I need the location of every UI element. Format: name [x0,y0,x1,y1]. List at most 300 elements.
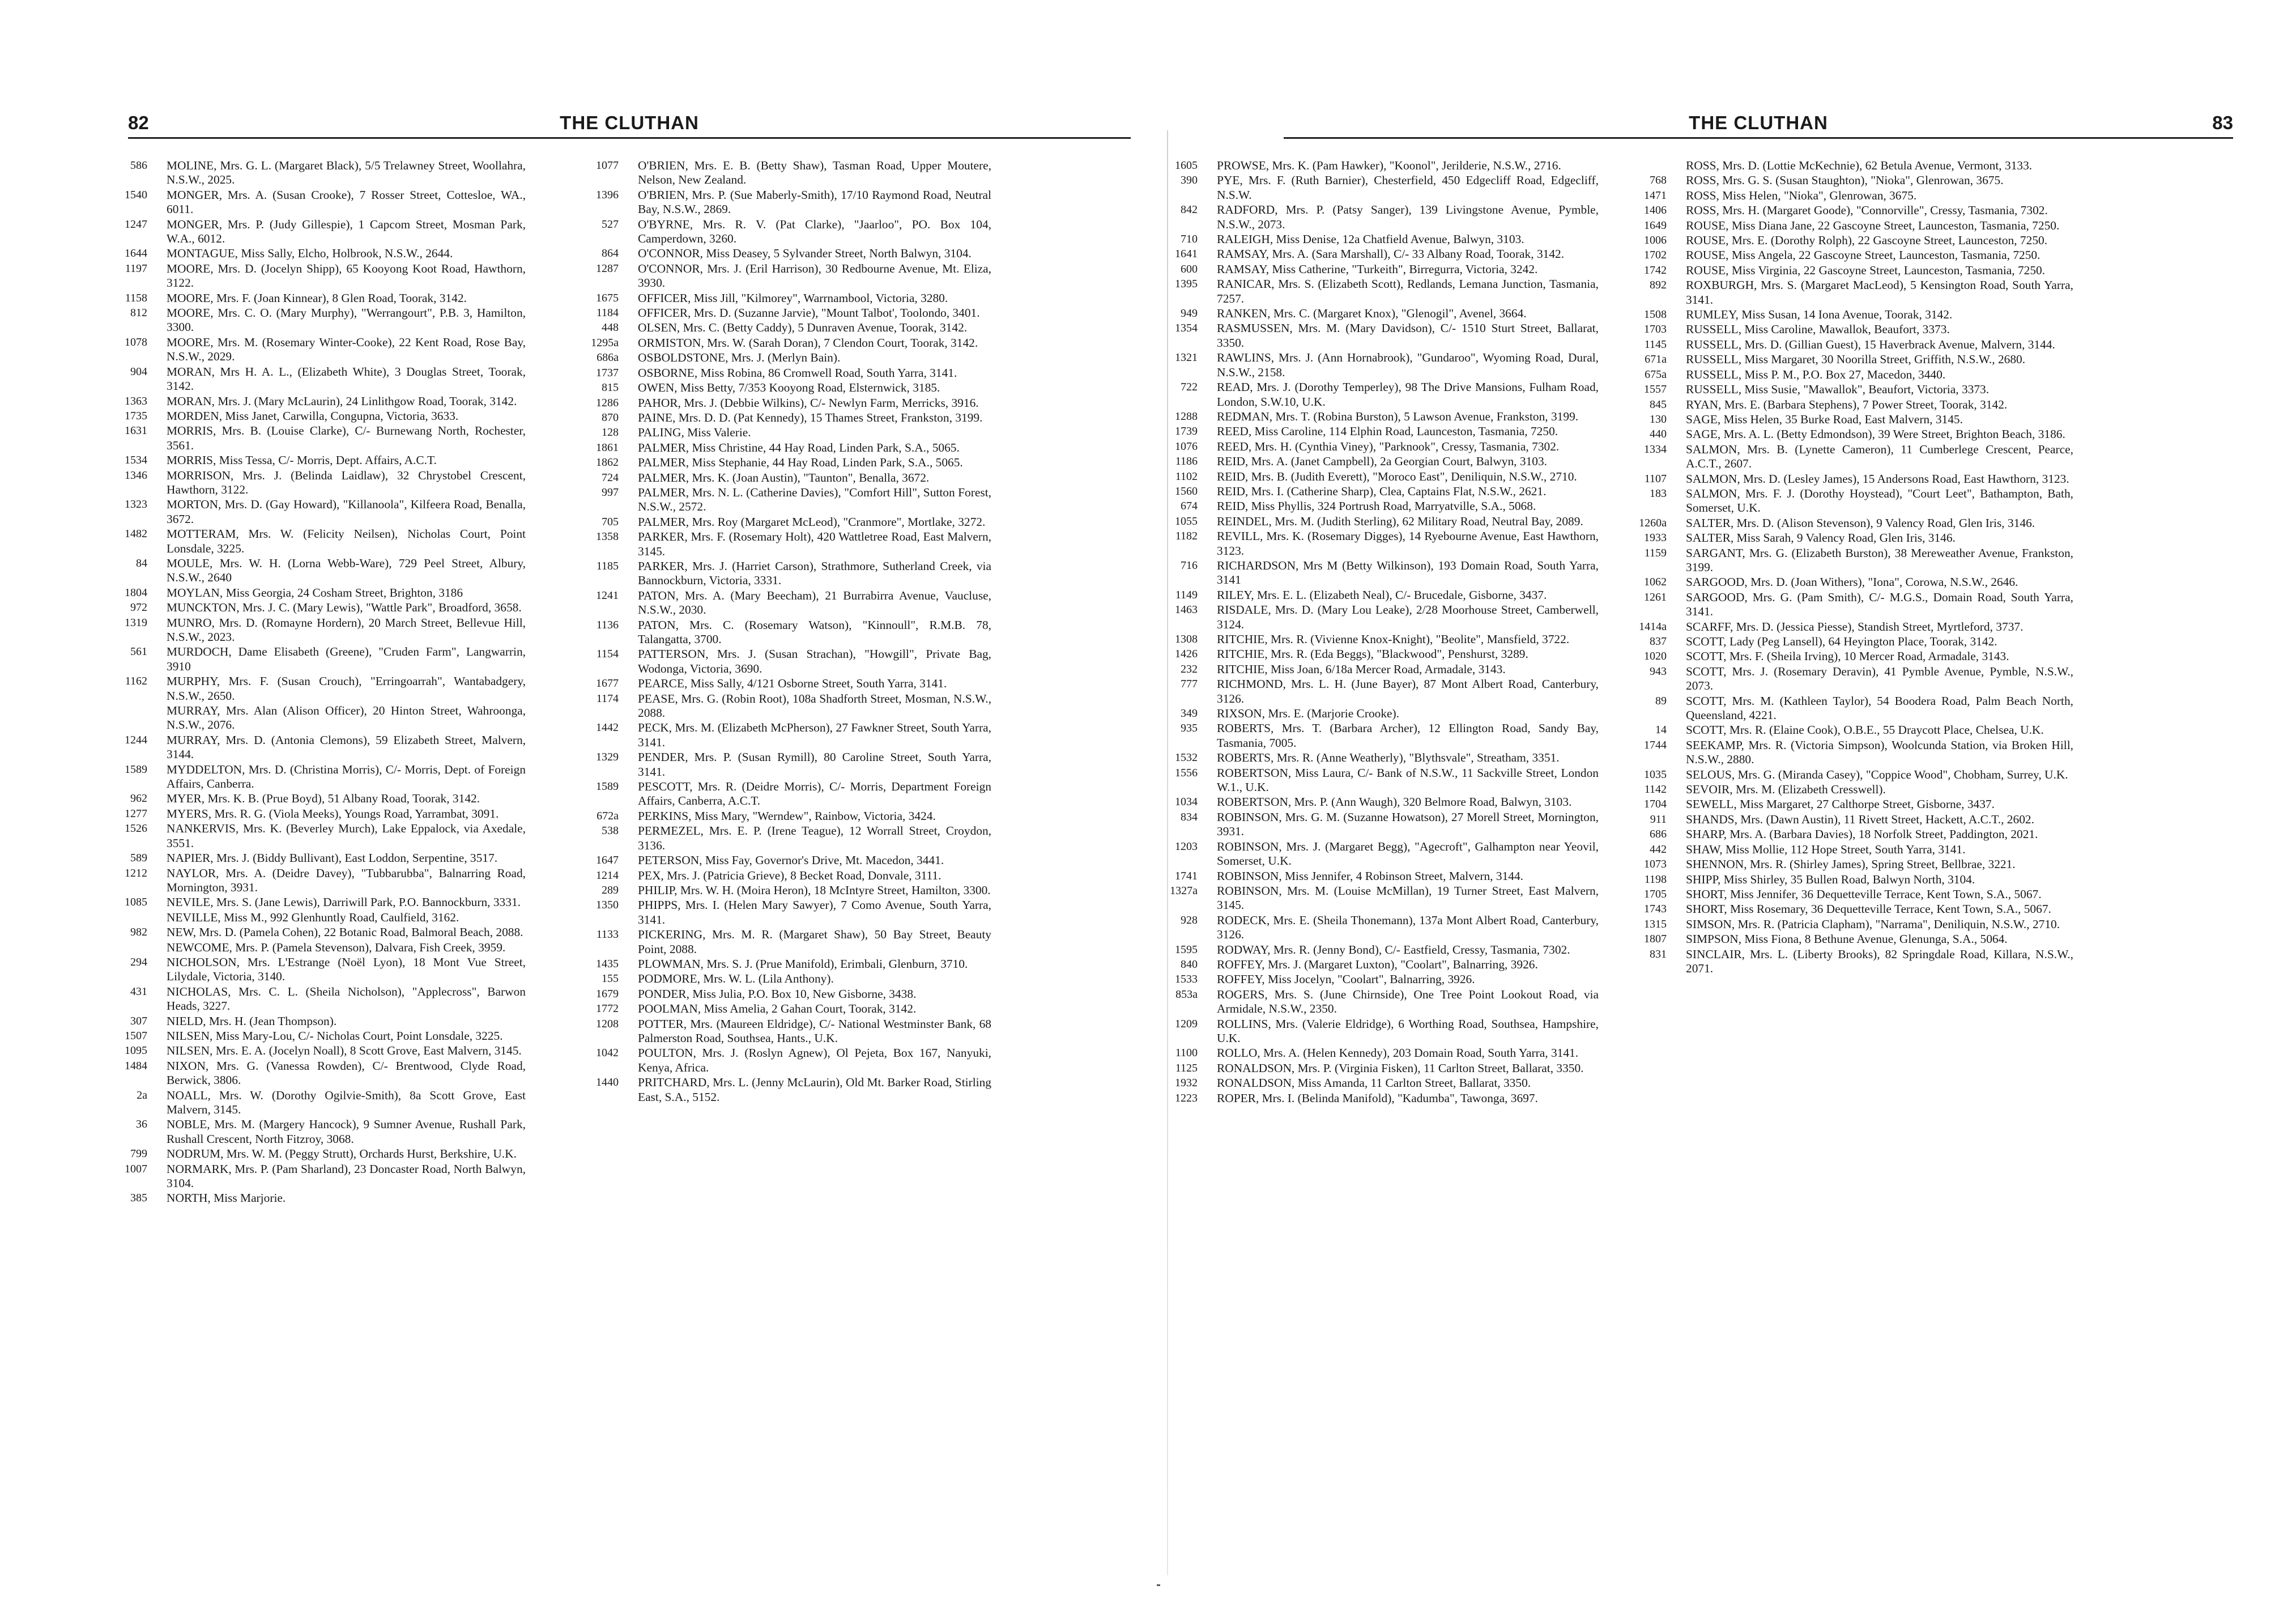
entry-number: 1182 [1175,530,1198,543]
entry-text: REID, Mrs. A. (Janet Campbell), 2a Georgian Court, Balwyn, 3103. [1217,454,1548,469]
directory-entry [1632,427,2073,441]
entry-number: 1395 [1175,278,1198,291]
entry-text: RANKEN, Mrs. C. (Margaret Knox), "Glenogil", Avenel, 3664. [1217,307,1527,321]
directory-entry [583,824,991,853]
directory-entry [583,957,991,971]
entry-text: SALMON, Mrs. D. (Lesley James), 15 Andersons Road, East Hawthorn, 3123. [1686,471,2069,486]
entry-number: 1354 [1175,322,1198,335]
entry-number: 1463 [1175,603,1198,617]
entry-number: 853a [1175,988,1198,1001]
directory-entry [112,1089,526,1117]
entry-text: SEEKAMP, Mrs. R. (Victoria Simpson), Woolcunda Station, via Broken Hill, N.S.W., 2880. [1686,738,2073,767]
directory-entry [1162,380,1599,409]
entry-text: SEWELL, Miss Margaret, 27 Calthorpe Street, Gisborne, 3437. [1686,797,1995,811]
directory-entry [583,928,991,956]
directory-entry [112,763,526,792]
entry-number: 1807 [1644,933,1667,946]
directory-entry [583,396,991,410]
entry-number: 1078 [125,335,147,348]
directory-entry [583,883,991,898]
directory-entry [1632,947,2073,976]
right-column-2 [1632,159,2073,976]
entry-number: 1295a [591,336,619,349]
entry-text: PERKINS, Miss Mary, "Werndew", Rainbow, Victoria, 3424. [638,809,936,823]
entry-text: SHORT, Miss Jennifer, 36 Dequetteville Terrace, Kent Town, S.A., 5067. [1686,887,2042,901]
directory-entry [112,218,526,246]
directory-entry [583,559,991,588]
entry-text: SHORT, Miss Rosemary, 36 Dequetteville Terrace, Kent Town, S.A., 5067. [1686,902,2051,916]
directory-entry [112,1147,526,1161]
entry-number: 589 [130,852,147,865]
directory-entry [112,1191,526,1205]
entry-text: PENDER, Mrs. P. (Susan Rymill), 80 Caroline Street, South Yarra, 3141. [638,750,991,779]
directory-entry [1162,559,1599,588]
entry-text: SALTER, Miss Sarah, 9 Valency Road, Glen Iris, 3146. [1686,531,1956,545]
directory-entry [583,515,991,529]
entry-text: REINDEL, Mrs. M. (Judith Sterling), 62 Military Road, Neutral Bay, 2089. [1217,514,1583,528]
entry-text: PONDER, Miss Julia, P.O. Box 10, New Gisborne, 3438. [638,987,917,1001]
entry-number: 705 [602,515,619,528]
directory-entry [112,409,526,423]
entry-text: PAHOR, Mrs. J. (Debbie Wilkins), C/- Newlyn Farm, Merricks, 3916. [638,396,979,410]
entry-text: ROBINSON, Mrs. J. (Margaret Begg), "Agecroft", Galhampton near Yeovil, Somerset, U.K. [1217,839,1599,868]
right-page-header [1284,103,2233,139]
entry-text: RUMLEY, Miss Susan, 14 Iona Avenue, Toorak, 3142. [1686,308,1953,322]
entry-number: 1647 [596,854,619,867]
entry-text: REVILL, Mrs. K. (Rosemary Digges), 14 Ryebourne Avenue, East Hawthorn, 3123. [1217,529,1599,558]
entry-text: MURPHY, Mrs. F. (Susan Crouch), "Erringoarrah", Wantabadgery, N.S.W., 2650. [167,674,526,703]
entry-number: 1100 [1175,1047,1198,1060]
entry-number: 1319 [125,616,147,629]
entry-text: PRITCHARD, Mrs. L. (Jenny McLaurin), Old Mt. Barker Road, Stirling East, S.A., 5152. [638,1075,991,1104]
entry-number: 561 [130,645,147,658]
entry-number: 1125 [1175,1061,1198,1074]
entry-number: 928 [1181,913,1198,926]
entry-number: 834 [1181,810,1198,823]
entry-number: 1286 [596,396,619,409]
entry-number: 1772 [596,1002,619,1015]
entry-text: SALMON, Mrs. B. (Lynette Cameron), 11 Cumberlege Crescent, Pearce, A.C.T., 2607. [1686,442,2073,471]
entry-text: PODMORE, Mrs. W. L. (Lila Anthony). [638,972,834,986]
right-column-1 [1162,159,1599,1106]
directory-entry [583,780,991,809]
entry-text: NORTH, Miss Marjorie. [167,1191,286,1205]
entry-text: PICKERING, Mrs. M. R. (Margaret Shaw), 50 Bay Street, Beauty Point, 2088. [638,928,991,956]
directory-entry [112,556,526,585]
entry-text: PEX, Mrs. J. (Patricia Grieve), 8 Becket Road, Donvale, 3111. [638,868,942,882]
directory-entry [112,159,526,188]
directory-entry [583,351,991,365]
directory-entry [1632,338,2073,352]
entry-number: 1212 [125,866,147,879]
entry-text: PHILIP, Mrs. W. H. (Moira Heron), 18 McIntyre Street, Hamilton, 3300. [638,883,991,897]
directory-entry [1162,972,1599,987]
entry-number [112,704,167,733]
entry-number: 1208 [596,1017,619,1030]
directory-entry [583,486,991,515]
entry-number: 962 [130,792,147,805]
entry-number: 155 [602,972,619,985]
entry-text: MUNCKTON, Mrs. J. C. (Mary Lewis), "Wattle Park", Broadford, 3658. [167,601,522,615]
directory-entry [583,471,991,485]
entry-text: RAMSAY, Mrs. A. (Sara Marshall), C/- 33 Albany Road, Toorak, 3142. [1217,247,1565,261]
entry-number: 1133 [596,928,619,941]
entry-number: 1214 [596,869,619,882]
entry-number: 1704 [1644,798,1667,811]
entry-text: RUSSELL, Miss Margaret, 30 Noorilla Street, Griffith, N.S.W., 2680. [1686,352,2026,367]
entry-number: 1743 [1644,903,1667,916]
entry-text: RADFORD, Mrs. P. (Patsy Sanger), 139 Livingstone Avenue, Pymble, N.S.W., 2073. [1217,203,1599,231]
directory-entry [583,647,991,676]
entry-text: OWEN, Miss Betty, 7/353 Kooyong Road, Elsternwick, 3185. [638,381,940,395]
entry-number: 1526 [125,822,147,835]
entry-text: MORRIS, Mrs. B. (Louise Clarke), C/- Burnewang North, Rochester, 3561. [167,424,526,452]
left-column-2 [583,159,991,1105]
directory-entry [583,869,991,883]
entry-text: REDMAN, Mrs. T. (Robina Burston), 5 Lawson Avenue, Frankston, 3199. [1217,409,1579,423]
entry-number: 892 [1650,279,1667,292]
entry-text: REID, Mrs. I. (Catherine Sharp), Clea, Captains Flat, N.S.W., 2621. [1217,484,1547,498]
right-page-number: 83 [2212,112,2233,133]
entry-number: 1705 [1644,887,1667,900]
entry-text: NOALL, Mrs. W. (Dorothy Ogilvie-Smith), 8a Scott Grove, East Malvern, 3145. [167,1088,526,1116]
directory-entry [1632,368,2073,382]
directory-entry [1162,662,1599,677]
directory-entry [112,306,526,335]
entry-number: 864 [602,247,619,260]
entry-number: 1744 [1644,738,1667,751]
entry-text: SALTER, Mrs. D. (Alison Stevenson), 9 Valency Road, Glen Iris, 3146. [1686,516,2035,530]
entry-number: 1244 [125,733,147,746]
directory-entry [1632,694,2073,723]
entry-text: MOORE, Mrs. F. (Joan Kinnear), 8 Glen Road, Toorak, 3142. [167,291,467,305]
directory-entry [112,925,526,939]
directory-entry [1632,308,2073,322]
entry-number: 1102 [1175,470,1198,483]
entry-text: OSBOLDSTONE, Mrs. J. (Merlyn Bain). [638,351,841,365]
entry-text: OLSEN, Mrs. C. (Betty Caddy), 5 Dunraven Avenue, Toorak, 3142. [638,321,968,335]
directory-entry [1162,424,1599,439]
directory-entry [112,291,526,305]
entry-text: SAGE, Mrs. A. L. (Betty Edmondson), 39 Were Street, Brighton Beach, 3186. [1686,427,2065,441]
entry-text: MORAN, Mrs H. A. L., (Elizabeth White), 3 Douglas Street, Toorak, 3142. [167,364,526,393]
directory-entry [1162,810,1599,839]
directory-entry [1162,529,1599,558]
directory-entry [1632,917,2073,932]
directory-entry [583,589,991,618]
directory-entry [583,381,991,395]
directory-entry [1632,723,2073,737]
entry-text: SEVOIR, Mrs. M. (Elizabeth Cresswell). [1686,783,1886,797]
entry-text: SALMON, Mrs. F. J. (Dorothy Hoystead), "Court Leet", Bathampton, Bath, Somerset, U.K. [1686,486,2073,515]
entry-number: 1162 [125,675,147,688]
directory-entry [1162,203,1599,232]
entry-text: RUSSELL, Mrs. D. (Gillian Guest), 15 Haverbrack Avenue, Malvern, 3144. [1686,337,2055,351]
directory-entry [1632,443,2073,471]
entry-number: 722 [1181,381,1198,394]
directory-entry [112,616,526,645]
entry-text: RUSSELL, Miss P. M., P.O. Box 27, Macedon, 3440. [1686,367,1946,381]
entry-text: PETERSON, Miss Fay, Governor's Drive, Mt. Macedon, 3441. [638,853,944,868]
entry-number: 1174 [596,692,619,705]
directory-entry [1632,189,2073,203]
entry-text: SCOTT, Mrs. F. (Sheila Irving), 10 Mercer Road, Armadale, 3143. [1686,649,2009,664]
entry-number: 1435 [596,957,619,970]
entry-text: ROSS, Miss Helen, "Nioka", Glenrowan, 3675. [1686,188,1917,202]
entry-number: 1241 [596,589,619,602]
entry-text: SHIPP, Miss Shirley, 35 Bullen Road, Balwyn North, 3104. [1686,872,1975,886]
entry-number: 1203 [1175,840,1198,853]
entry-text: ROGERS, Mrs. S. (June Chirnside), One Tree Point Lookout Road, via Armidale, N.S.W., 2350. [1217,987,1599,1016]
entry-number: 1406 [1644,204,1667,217]
entry-number: 1142 [1644,783,1667,796]
entry-number: 1742 [1644,263,1667,277]
entry-number: 1484 [125,1059,147,1072]
entry-text: NIELD, Mrs. H. (Jean Thompson). [167,1014,337,1028]
entry-number: 1006 [1644,234,1667,247]
directory-entry [1162,647,1599,661]
directory-entry [1632,887,2073,902]
entry-number: 349 [1181,707,1198,720]
entry-text: RYAN, Mrs. E. (Barbara Stephens), 7 Power Street, Toorak, 3142. [1686,397,2008,411]
directory-entry [583,618,991,647]
left-page-header [128,103,1131,139]
directory-entry [112,645,526,674]
entry-text: NEW, Mrs. D. (Pamela Cohen), 22 Botanic Road, Balmoral Beach, 2088. [167,925,523,939]
footer-mark [1157,1584,1160,1586]
directory-entry [1632,665,2073,694]
entry-number: 1034 [1175,796,1198,809]
left-page-title: THE CLUTHAN [560,112,699,133]
entry-number: 842 [1181,203,1198,216]
entry-text: PEASE, Mrs. G. (Robin Root), 108a Shadforth Street, Mosman, N.S.W., 2088. [638,691,991,720]
entry-text: MUNRO, Mrs. D. (Romayne Hordern), 20 March Street, Bellevue Hill, N.S.W., 2023. [167,615,526,644]
entry-text: POULTON, Mrs. J. (Roslyn Agnew), Ol Pejeta, Box 167, Nanyuki, Kenya, Africa. [638,1046,991,1074]
entry-text: REED, Miss Caroline, 114 Elphin Road, Launceston, Tasmania, 7250. [1217,424,1558,439]
entry-number: 538 [602,824,619,837]
entry-number: 1508 [1644,308,1667,321]
directory-entry [112,674,526,703]
directory-entry [112,262,526,291]
directory-entry [1162,1046,1599,1060]
directory-entry [1632,783,2073,797]
entry-text: ROFFEY, Miss Jocelyn, "Coolart", Balnarring, 3926. [1217,972,1475,987]
right-page-title: THE CLUTHAN [1689,112,1828,133]
entry-text: RODECK, Mrs. E. (Sheila Thonemann), 137a Mont Albert Road, Canterbury, 3126. [1217,913,1599,942]
directory-entry [112,188,526,217]
entry-number: 440 [1650,428,1667,441]
entry-text: NILSEN, Mrs. E. A. (Jocelyn Noall), 8 Scott Grove, East Malvern, 3145. [167,1044,522,1058]
entry-text: MOORE, Mrs. C. O. (Mary Murphy), "Werrangourt", P.B. 3, Hamilton, 3300. [167,306,526,334]
directory-entry [1162,321,1599,350]
directory-entry [1632,620,2073,634]
directory-entry [1632,902,2073,916]
directory-entry [1162,173,1599,202]
directory-entry [1632,531,2073,545]
entry-number: 183 [1650,487,1667,500]
directory-entry [1632,219,2073,233]
entry-text: RASMUSSEN, Mrs. M. (Mary Davidson), C/- 1510 Sturt Street, Ballarat, 3350. [1217,321,1599,350]
directory-entry [112,704,526,733]
directory-entry [112,601,526,615]
entry-number: 935 [1181,722,1198,735]
entry-number: 686a [597,351,619,364]
directory-entry [1632,263,2073,278]
entry-number: 870 [602,411,619,424]
directory-entry [1162,840,1599,869]
entry-number: 1350 [596,899,619,912]
entry-number: 1209 [1175,1017,1198,1030]
entry-number: 1247 [125,218,147,231]
entry-text: O'CONNOR, Miss Deasey, 5 Sylvander Street, North Balwyn, 3104. [638,246,972,261]
directory-entry [1632,516,2073,530]
entry-text: SARGANT, Mrs. G. (Elizabeth Burston), 38 Mereweather Avenue, Frankston, 3199. [1686,546,2073,574]
directory-entry [1632,575,2073,589]
entry-text: OSBORNE, Miss Robina, 86 Cromwell Road, South Yarra, 3141. [638,365,957,380]
entry-number: 1107 [1644,472,1667,485]
directory-entry [112,1014,526,1028]
entry-number: 943 [1650,665,1667,678]
entry-text: PALMER, Mrs. Roy (Margaret McLeod), "Cranmore", Mortlake, 3272. [638,515,986,529]
entry-number: 1149 [1175,588,1198,601]
directory-entry [112,941,526,955]
directory-entry [1162,721,1599,750]
directory-entry [1162,247,1599,261]
entry-text: NORMARK, Mrs. P. (Pam Sharland), 23 Doncaster Road, North Balwyn, 3104. [167,1162,526,1191]
entry-number: 1062 [1644,576,1667,589]
directory-entry [583,159,991,188]
directory-entry [112,985,526,1014]
entry-number: 837 [1650,635,1667,648]
entry-number: 289 [602,883,619,896]
entry-text: ROPER, Mrs. I. (Belinda Manifold), "Kadumba", Tawonga, 3697. [1217,1091,1538,1105]
entry-text: ROLLINS, Mrs. (Valerie Eldridge), 6 Worthing Road, Southsea, Hampshire, U.K. [1217,1017,1599,1045]
entry-number: 130 [1650,413,1667,426]
entry-number: 982 [130,926,147,939]
entry-number: 1334 [1644,443,1667,456]
entry-text: REID, Mrs. B. (Judith Everett), "Moroco East", Deniliquin, N.S.W., 2710. [1217,469,1577,483]
entry-text: ROBERTS, Mrs. R. (Anne Weatherly), "Blythsvale", Streatham, 3351. [1217,751,1560,765]
entry-number: 586 [130,159,147,172]
entry-text: O'BRIEN, Mrs. E. B. (Betty Shaw), Tasman Road, Upper Moutere, Nelson, New Zealand. [638,159,991,187]
entry-text: MORTON, Mrs. D. (Gay Howard), "Killanoola", Kilfeera Road, Benalla, 3672. [167,498,526,526]
entry-text: NOBLE, Mrs. M. (Margery Hancock), 9 Sumner Avenue, Rushall Park, Rushall Crescent, North Fitzroy, 3068. [167,1117,526,1146]
entry-text: PHIPPS, Mrs. I. (Helen Mary Sawyer), 7 Como Avenue, South Yarra, 3141. [638,898,991,926]
entry-number: 1323 [125,498,147,511]
entry-number: 431 [130,985,147,998]
entry-number: 390 [1181,174,1198,187]
directory-entry [1632,873,2073,887]
entry-text: ORMISTON, Mrs. W. (Sarah Doran), 7 Clendon Court, Toorak, 3142. [638,335,978,350]
entry-text: MOLINE, Mrs. G. L. (Margaret Black), 5/5 Trelawney Street, Woollahra, N.S.W., 2025. [167,159,526,187]
directory-entry [1162,159,1599,173]
entry-text: RUSSELL, Miss Caroline, Mawallok, Beaufort, 3373. [1686,322,1950,337]
directory-entry [1162,470,1599,484]
directory-entry [112,394,526,409]
entry-number: 1605 [1175,159,1198,172]
entry-text: NEWCOME, Mrs. P. (Pamela Stevenson), Dalvara, Fish Creek, 3959. [167,940,506,954]
entry-number: 1737 [596,366,619,379]
entry-text: PARKER, Mrs. J. (Harriet Carson), Strathmore, Sutherland Creek, via Bannockburn, Victoria, 3331. [638,559,991,588]
entry-number: 1862 [596,456,619,469]
entry-number: 1197 [125,262,147,275]
entry-text: RUSSELL, Miss Susie, "Mawallok", Beaufort, Victoria, 3373. [1686,382,1990,397]
entry-text: SIMPSON, Miss Fiona, 8 Bethune Avenue, Glenunga, S.A., 5064. [1686,932,2008,946]
entry-number: 1932 [1175,1077,1198,1090]
directory-entry [583,809,991,823]
entry-text: OFFICER, Miss Jill, "Kilmorey", Warrnambool, Victoria, 3280. [638,291,948,305]
directory-entry [583,291,991,305]
entry-number: 674 [1181,500,1198,513]
entry-number: 1589 [596,780,619,793]
entry-text: PATON, Mrs. C. (Rosemary Watson), "Kinnoull", R.M.B. 78, Talangatta, 3700. [638,618,991,646]
directory-entry [1162,454,1599,469]
entry-number: 812 [130,307,147,320]
entry-text: NILSEN, Miss Mary-Lou, C/- Nicholas Court, Point Lonsdale, 3225. [167,1028,503,1043]
directory-entry [1632,649,2073,664]
directory-entry [1162,1017,1599,1046]
entry-text: ROUSE, Miss Angela, 22 Gascoyne Street, Launceston, Tasmania, 7250. [1686,248,2041,262]
entry-text: PALMER, Mrs. K. (Joan Austin), "Taunton", Benalla, 3672. [638,470,930,484]
entry-text: MORAN, Mrs. J. (Mary McLaurin), 24 Linlithgow Road, Toorak, 3142. [167,394,517,408]
entry-number: 799 [130,1147,147,1160]
directory-entry [1162,588,1599,602]
entry-number: 1073 [1644,858,1667,871]
directory-entry [112,424,526,453]
entry-number: 448 [602,321,619,334]
entry-number: 1589 [125,763,147,776]
directory-entry [1632,398,2073,412]
entry-number: 972 [130,601,147,614]
entry-text: PATTERSON, Mrs. J. (Susan Strachan), "Howgill", Private Bag, Wodonga, Victoria, 3690. [638,647,991,675]
entry-text: NAYLOR, Mrs. A. (Deidre Davey), "Tubbarubba", Balnarring Road, Mornington, 3931. [167,866,526,894]
entry-number: 1644 [125,247,147,260]
entry-number: 128 [602,426,619,439]
directory-entry [1632,843,2073,857]
entry-number: 1329 [596,751,619,764]
directory-entry [1632,827,2073,841]
entry-text: PECK, Mrs. M. (Elizabeth McPherson), 27 Fawkner Street, South Yarra, 3141. [638,721,991,749]
directory-entry [112,866,526,895]
entry-text: RAMSAY, Miss Catherine, "Turkeith", Birregurra, Victoria, 3242. [1217,262,1538,276]
entry-number: 1595 [1175,943,1198,956]
directory-entry [112,469,526,498]
directory-entry [112,733,526,762]
directory-entry [112,498,526,526]
entry-text: MOULE, Mrs. W. H. (Lorna Webb-Ware), 729 Peel Street, Albury, N.S.W., 2640 [167,556,526,585]
entry-text: PROWSE, Mrs. K. (Pam Hawker), "Koonol", Jerilderie, N.S.W., 2716. [1217,159,1561,172]
entry-number: 294 [130,955,147,968]
entry-number: 1533 [1175,973,1198,986]
entry-number: 1136 [596,618,619,631]
entry-number: 1507 [125,1029,147,1042]
directory-entry [1162,766,1599,795]
directory-entry [583,1075,991,1104]
entry-number [1632,159,1686,173]
directory-entry [583,972,991,986]
entry-text: MURRAY, Mrs. D. (Antonia Clemons), 59 Elizabeth Street, Malvern, 3144. [167,733,526,762]
entry-number: 1198 [1644,873,1667,886]
entry-text: POTTER, Mrs. (Maureen Eldridge), C/- National Westminster Bank, 68 Palmerston Road, Southsea, Hants., U.K. [638,1017,991,1045]
entry-number: 1702 [1644,249,1667,262]
directory-entry [1162,1076,1599,1090]
entry-number: 1861 [596,441,619,454]
entry-text: ROBINSON, Mrs. M. (Louise McMillan), 19 Turner Street, East Malvern, 3145. [1217,883,1599,912]
entry-text: ROUSE, Miss Diana Jane, 22 Gascoyne Street, Launceston, Tasmania, 7250. [1686,218,2060,232]
entry-text: RITCHIE, Miss Joan, 6/18a Mercer Road, Armadale, 3143. [1217,662,1506,676]
entry-text: ROLLO, Mrs. A. (Helen Kennedy), 203 Domain Road, South Yarra, 3141. [1217,1046,1579,1060]
entry-number: 1471 [1644,189,1667,202]
